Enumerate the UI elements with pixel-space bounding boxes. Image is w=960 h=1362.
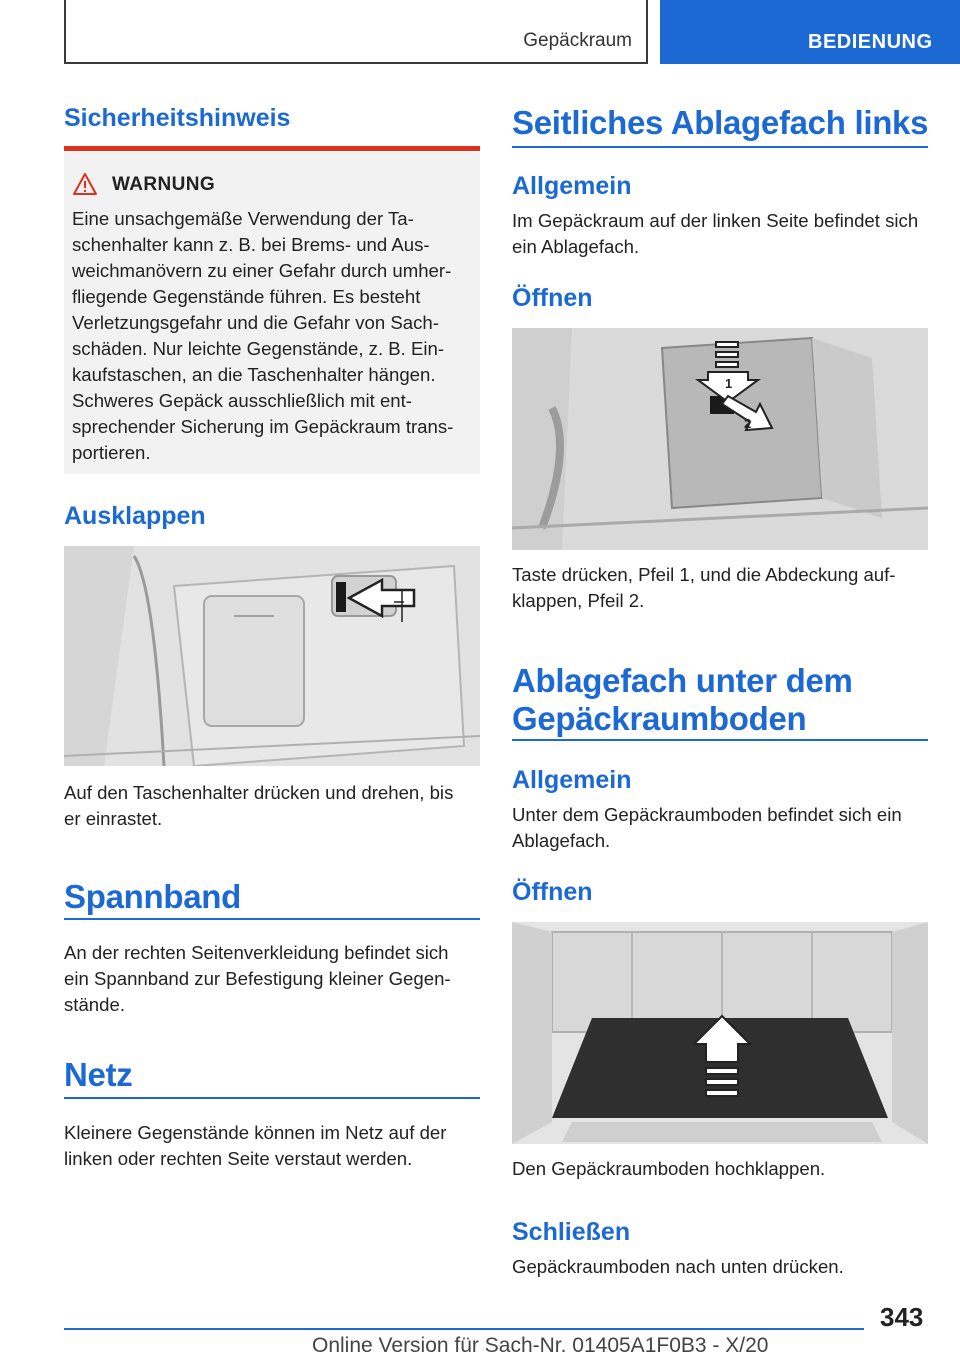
oeffnen2-caption: Den Gepäckraumboden hochklappen.: [512, 1158, 826, 1179]
spannband-rule: [64, 918, 480, 920]
schliessen-title: Schließen: [512, 1218, 631, 1246]
trunk-floor-image: [512, 922, 928, 1144]
allgemein2-text: Unter dem Gepäckraumboden befindet sich ein Ablagefach.: [512, 804, 902, 851]
bag-hook-image: [64, 546, 480, 766]
side-compartment-rule: [512, 146, 928, 148]
spannband-title: Spannband: [64, 878, 241, 915]
allgemein2-title: Allgemein: [512, 766, 632, 794]
netz-title: Netz: [64, 1056, 133, 1093]
oeffnen2-title: Öffnen: [512, 878, 593, 906]
allgemein1-text: Im Gepäckraum auf der linken Seite befindet sich ein Ablagefach.: [512, 210, 919, 257]
oeffnen1-title: Öffnen: [512, 284, 593, 312]
spannband-text: An der rechten Seitenverkleidung befindet sich ein Spannband zur Befestigung kleiner Gegen‐ stände.: [64, 942, 451, 1015]
warning-triangle-icon: [72, 172, 98, 196]
header-chapter-label: BEDIENUNG: [808, 31, 933, 53]
under-floor-title: Ablagefach unter dem Gepäckraumboden: [512, 662, 853, 737]
oeffnen1-caption: Taste drücken, Pfeil 1, und die Abdeckung auf‐ klappen, Pfeil 2.: [512, 564, 896, 611]
side-compartment-title: Seitliches Ablagefach links: [512, 104, 929, 141]
page-number: 343: [880, 1302, 924, 1332]
header-section-box: [64, 0, 648, 64]
schliessen-text: Gepäckraumboden nach unten drücken.: [512, 1256, 844, 1277]
warning-label: WARNUNG: [112, 174, 216, 195]
warning-text: Eine unsachgemäße Verwendung der Ta‐ schenhalter kann z. B. bei Brems- und Aus‐ weichmanövern zu einer Gefahr durch umher‐ fliegende Gegenstände führen. Es besteht Verletzungsgefahr und die Gefahr von Sach‐ schäden. Nur leichte Gegenstände, z. B. Ein‐ kaufstaschen, an die Taschenhalter hängen. Schweres Gepäck ausschließlich mit ent‐ sprechender Sicherung im Gepäckraum trans‐ portieren.: [72, 208, 454, 463]
warning-rule: [64, 146, 480, 151]
allgemein1-title: Allgemein: [512, 172, 632, 200]
arrow-label-2: 2: [744, 416, 752, 431]
ausklappen-title: Ausklappen: [64, 502, 206, 530]
header-section-title: Gepäckraum: [523, 30, 632, 51]
safety-title: Sicherheitshinweis: [64, 104, 291, 132]
arrow-label-1: 1: [725, 376, 733, 391]
under-floor-rule: [512, 739, 928, 741]
ausklappen-caption: Auf den Taschenhalter drücken und drehen, bis er einrastet.: [64, 782, 454, 829]
netz-rule: [64, 1097, 480, 1099]
side-compartment-image: [512, 328, 928, 550]
footer-online-version: Online Version für Sach-Nr. 01405A1F0B3 - X/20: [312, 1334, 769, 1357]
netz-text: Kleinere Gegenstände können im Netz auf der linken oder rechten Seite verstaut werden.: [64, 1122, 447, 1169]
footer-rule: [64, 1328, 864, 1330]
header-chapter-tab: [660, 0, 960, 64]
